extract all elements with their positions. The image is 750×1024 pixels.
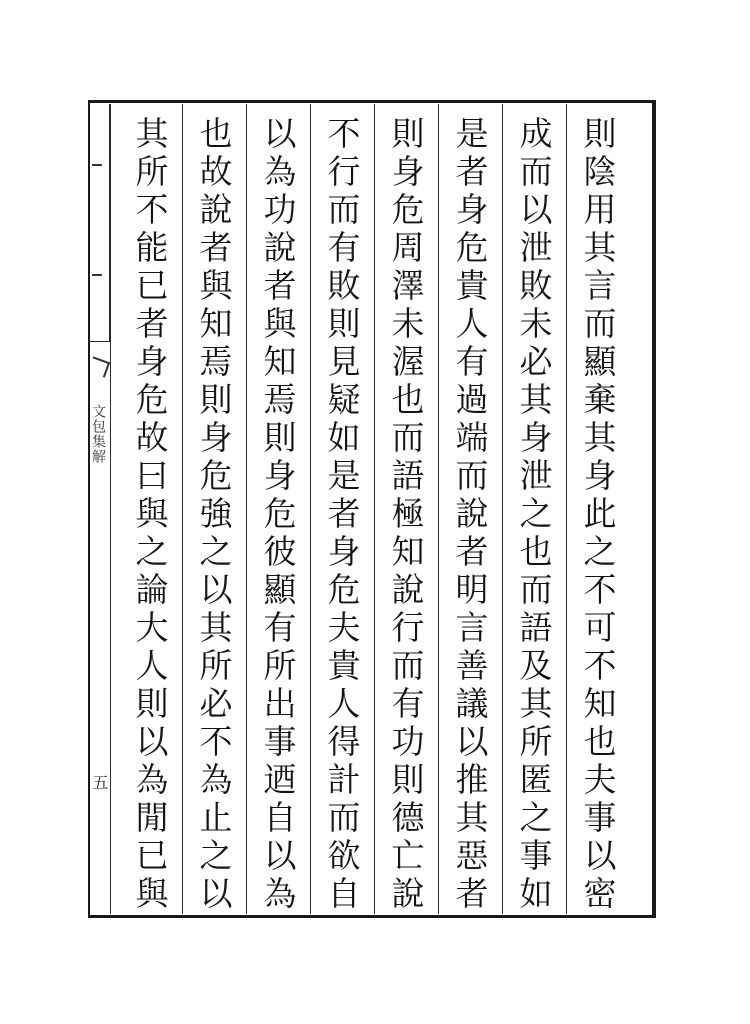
text-column-3 <box>438 104 502 914</box>
column-text: 成而以泄敗未必其身泄之也而語及其所匿之事如 <box>514 116 554 914</box>
text-column-1 <box>566 104 630 914</box>
column-text: 是者身危貴人有過端而說者明言善議以推其惡者 <box>450 116 490 914</box>
column-text: 則身危周澤未渥也而語極知說行而有功則德亡說 <box>386 116 426 914</box>
text-column-4 <box>374 104 438 914</box>
margin-mark <box>92 274 102 276</box>
text-column-8 <box>118 104 182 914</box>
column-divider <box>182 104 183 914</box>
margin-mark <box>92 164 102 166</box>
margin-fishtail-box <box>88 104 110 342</box>
column-divider <box>246 104 247 914</box>
column-divider <box>374 104 375 914</box>
column-text: 則陰用其言而顯棄其身此之不可不知也夫事以密 <box>578 116 618 914</box>
text-column-7 <box>182 104 246 914</box>
column-text: 也故說者與知焉則身危強之以其所必不為止之以 <box>194 116 234 914</box>
column-divider <box>566 104 567 914</box>
margin-book-title: 文包集解 <box>90 404 106 464</box>
column-divider <box>110 104 111 914</box>
text-area <box>110 104 630 914</box>
text-column-2 <box>502 104 566 914</box>
fishtail-notch <box>88 356 110 377</box>
margin-page-number: 五 <box>90 774 109 790</box>
column-text: 以為功說者與知焉則身危彼顯有所出事迺自以為 <box>258 116 298 914</box>
column-divider <box>502 104 503 914</box>
text-column-6 <box>246 104 310 914</box>
margin-strip <box>88 104 110 914</box>
text-column-5 <box>310 104 374 914</box>
column-divider <box>310 104 311 914</box>
column-text: 其所不能已者身危故曰與之論大人則以為閒已與 <box>130 116 170 914</box>
column-divider <box>438 104 439 914</box>
column-text: 不行而有敗則見疑如是者身危夫貴人得計而欲自 <box>322 116 362 914</box>
